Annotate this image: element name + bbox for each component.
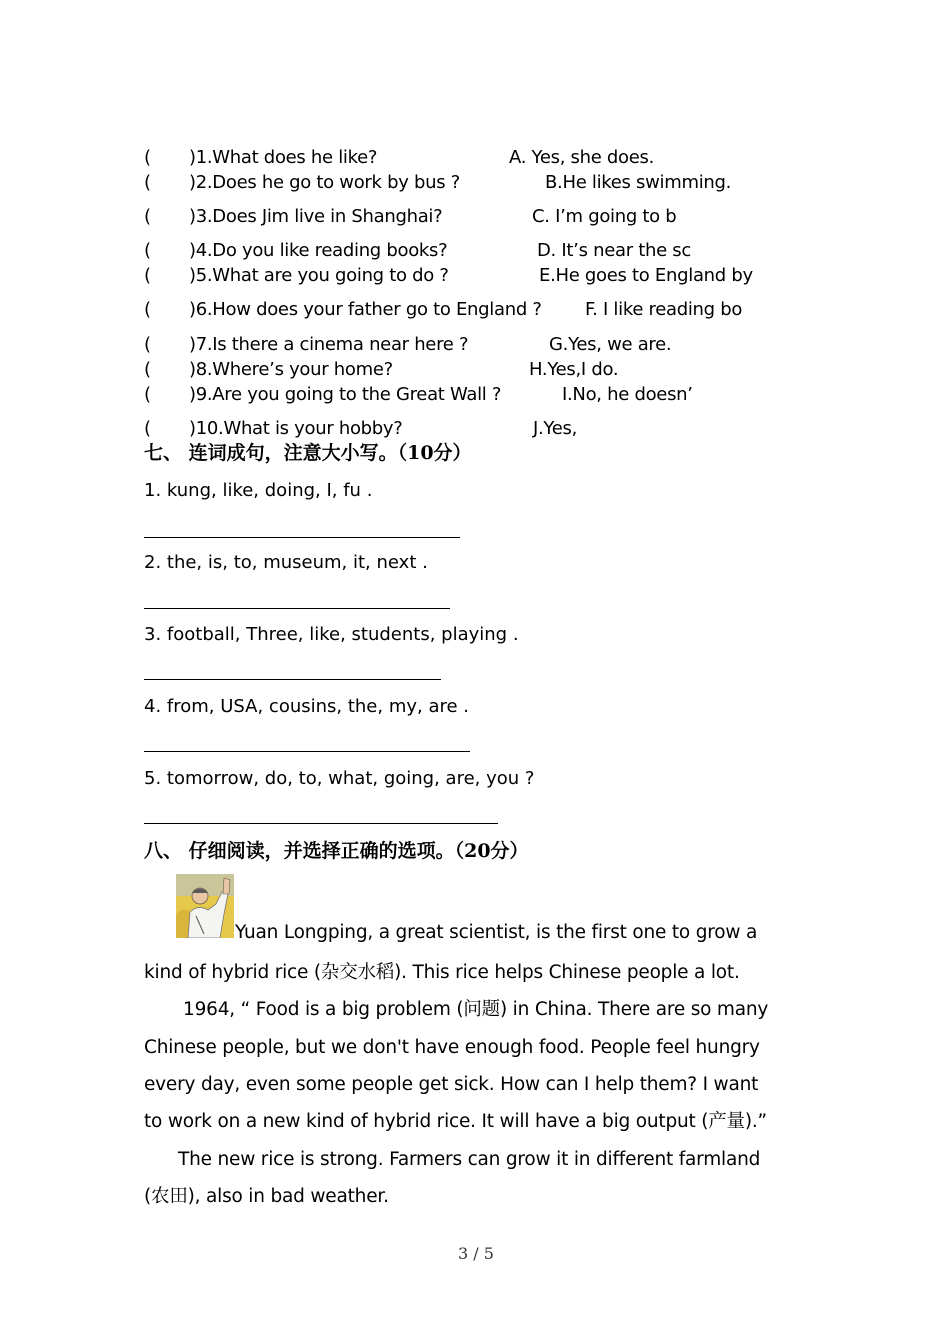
passage-line-5: every day, even some people get sick. How can I help them? I want [144, 1074, 759, 1095]
passage-line-3: 1964, “ Food is a big problem (问题) in China. There are so many [183, 999, 769, 1020]
answer-paren: ( [144, 147, 151, 168]
answer-line-2[interactable] [144, 608, 450, 609]
answer-line-5[interactable] [144, 823, 498, 824]
answer-paren: ( [144, 299, 151, 320]
answer-option: G.Yes, we are. [549, 334, 672, 355]
answer-option: A. Yes, she does. [509, 147, 655, 168]
answer-line-3[interactable] [144, 679, 441, 680]
answer-option: J.Yes, [533, 418, 578, 439]
question-text: )10.What is your hobby? [189, 418, 403, 439]
passage-line-7: The new rice is strong. Farmers can grow it in different farmland [178, 1149, 761, 1170]
answer-line-4[interactable] [144, 751, 470, 752]
sentence-item-3: 3. football, Three, like, students, playing . [144, 624, 519, 645]
sentence-item-5: 5. tomorrow, do, to, what, going, are, you ? [144, 768, 535, 789]
answer-paren: ( [144, 206, 151, 227]
question-text: )1.What does he like? [189, 147, 378, 168]
answer-paren: ( [144, 418, 151, 439]
answer-option: H.Yes,I do. [529, 359, 619, 380]
question-text: )6.How does your father go to England ? [189, 299, 542, 320]
section-7-heading: 七、 连词成句，注意大小写。（10分） [144, 442, 472, 464]
page-number: 3 / 5 [458, 1244, 494, 1263]
passage-line-1: Yuan Longping, a great scientist, is the first one to grow a [235, 922, 758, 943]
question-text: )4.Do you like reading books? [189, 240, 448, 261]
answer-option: F. I like reading bo [585, 299, 743, 320]
answer-paren: ( [144, 265, 151, 286]
answer-option: E.He goes to England by [539, 265, 753, 286]
sentence-item-4: 4. from, USA, cousins, the, my, are . [144, 696, 470, 717]
answer-option: D. It’s near the sc [537, 240, 691, 261]
passage-line-8: (农田), also in bad weather. [144, 1186, 389, 1207]
section-8-heading: 八、 仔细阅读，并选择正确的选项。（20分） [144, 840, 529, 862]
question-text: )2.Does he go to work by bus ? [189, 172, 460, 193]
answer-line-1[interactable] [144, 537, 460, 538]
question-text: )9.Are you going to the Great Wall ? [189, 384, 502, 405]
answer-paren: ( [144, 384, 151, 405]
passage-line-4: Chinese people, but we don't have enough food. People feel hungry [144, 1037, 760, 1058]
answer-paren: ( [144, 240, 151, 261]
question-text: )7.Is there a cinema near here ? [189, 334, 469, 355]
sentence-item-1: 1. kung, like, doing, I, fu . [144, 480, 373, 501]
answer-paren: ( [144, 172, 151, 193]
answer-paren: ( [144, 359, 151, 380]
answer-option: C. I’m going to b [532, 206, 677, 227]
question-text: )3.Does Jim live in Shanghai? [189, 206, 443, 227]
sentence-item-2: 2. the, is, to, museum, it, next . [144, 552, 428, 573]
answer-option: I.No, he doesn’ [562, 384, 693, 405]
answer-option: B.He likes swimming. [545, 172, 732, 193]
passage-line-2: kind of hybrid rice (杂交水稻). This rice helps Chinese people a lot. [144, 962, 740, 983]
yuan-longping-portrait-image [176, 874, 234, 938]
passage-line-6: to work on a new kind of hybrid rice. It will have a big output (产量).” [144, 1111, 767, 1132]
question-text: )8.Where’s your home? [189, 359, 393, 380]
answer-paren: ( [144, 334, 151, 355]
question-text: )5.What are you going to do ? [189, 265, 449, 286]
